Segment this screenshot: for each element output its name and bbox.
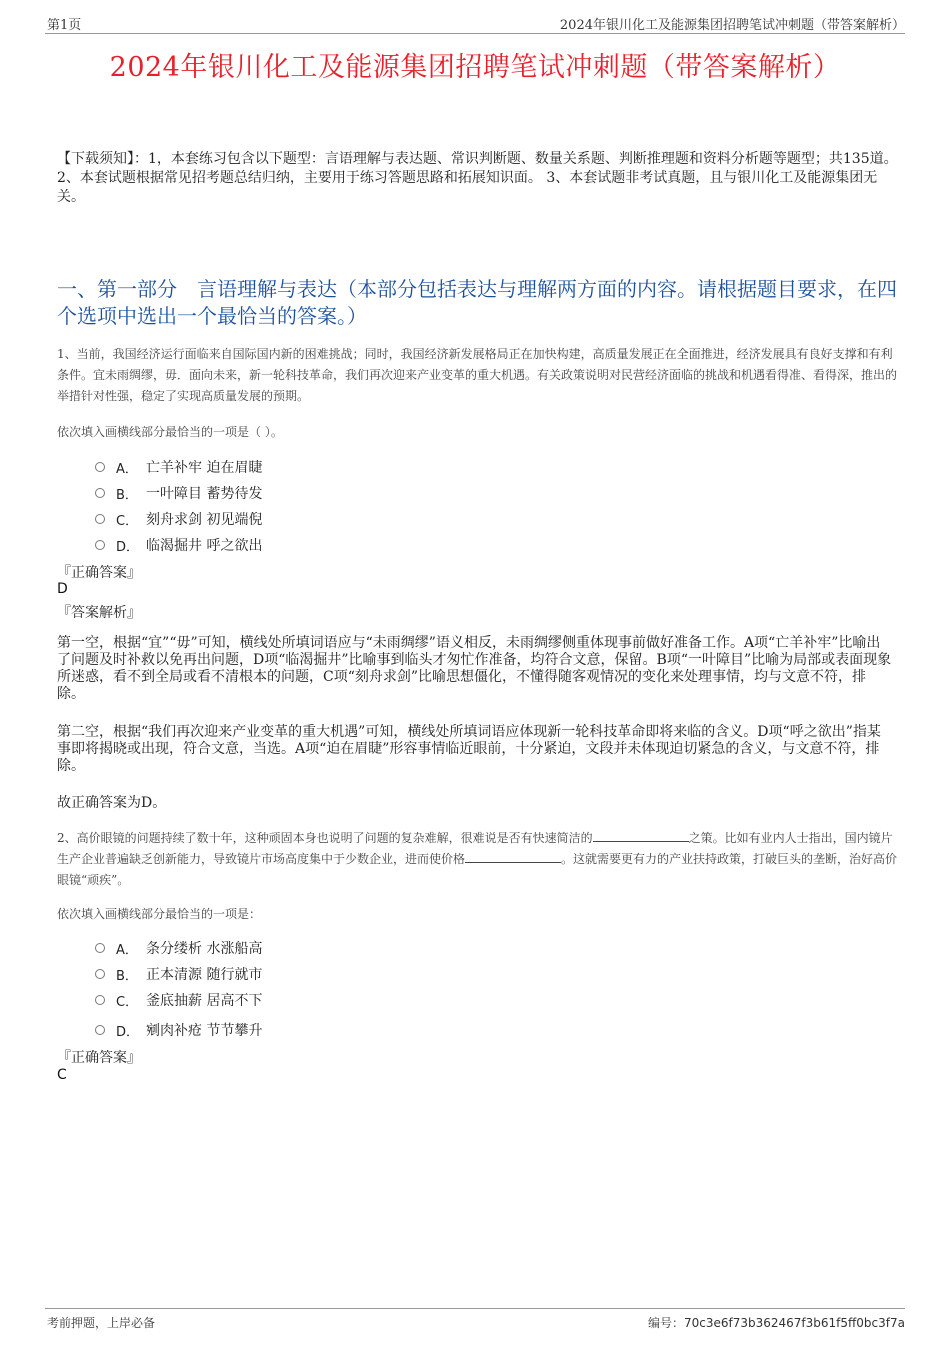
footer-code-value: 70c3e6f73b362467f3b61f5ff0bc3f7a [683,1316,905,1330]
question-1-answer: D [57,581,68,597]
option-letter: B． [116,487,138,503]
footer-code-label: 编号： [647,1316,684,1330]
question-1-analysis-label: 『答案解析』 [57,605,141,621]
stem-part: 之策。比如有业内人士指出，国内镜片生产企业普遍缺乏创新能力，导致镜片市场高度集中于少数企业，进而使价格 [57,831,893,866]
question-1-prompt: 依次填入画横线部分最恰当的一项是（ ）。 [57,425,283,439]
option-text: 刻舟求剑 初见端倪 [146,512,263,528]
option-letter: D． [116,539,140,555]
section-title: 一、第一部分 言语理解与表达（本部分包括表达与理解两方面的内容。请根据题目要求，在四个选项中选出一个最恰当的答案。） [57,277,897,328]
question-2-stem [57,828,899,891]
question-2-option-d[interactable] [95,1020,262,1040]
radio-icon[interactable] [95,995,105,1005]
option-text: 一叶障目 蓄势待发 [146,486,263,502]
option-text: 剜肉补疮 节节攀升 [146,1023,263,1039]
option-letter: C． [116,994,139,1010]
question-1-option-d[interactable] [95,535,262,555]
question-2-answer-label: 『正确答案』 [57,1050,141,1066]
radio-icon[interactable] [95,540,105,550]
question-1-conclusion: 故正确答案为D。 [57,795,167,811]
question-1-analysis-paragraph: 第一空，根据“宜”“毋”可知，横线处所填词语应与“未雨绸缪”语义相反，未雨绸缪侧重体现事前做好准备工作。A项“亡羊补牢”比喻出了问题及时补救以免再出问题，D项“临渴掘井”比喻事到临头才匆忙作准备，均符合文意，保留。B项“一叶障目”比喻为局部或表面现象所迷惑，看不到全局或看不清根本的问题，C项“刻舟求剑”比喻思想僵化，不懂得随客观情况的变化来处理事情，均与文意不符，排除。 [57,635,892,702]
radio-icon[interactable] [95,514,105,524]
question-2-option-b[interactable] [95,964,262,984]
radio-icon[interactable] [95,969,105,979]
question-1-option-b[interactable] [95,483,262,503]
option-letter: A． [116,942,138,958]
download-notice: 【下载须知】：1，本套练习包含以下题型：言语理解与表达题、常识判断题、数量关系题、判断推理题和资料分析题等题型；共135道。 2、本套试题根据常见招考题总结归纳，主要用于练习答题思路和拓展知识面。 3、本套试题非考试真题，且与银川化工及能源集团无关。 [57,151,898,205]
option-letter: C． [116,513,139,529]
option-text: 临渴掘井 呼之欲出 [146,538,263,554]
question-1-option-c[interactable] [95,509,262,529]
radio-icon[interactable] [95,488,105,498]
option-text: 正本清源 随行就市 [146,967,263,983]
question-2-answer: C [57,1067,67,1083]
fill-blank [465,851,561,863]
question-1-answer-label: 『正确答案』 [57,565,141,581]
stem-part: 2、高价眼镜的问题持续了数十年，这种顽固本身也说明了问题的复杂难解，很难说是否有快速简洁的 [57,831,593,845]
question-2-option-c[interactable] [95,990,262,1010]
document-title: 2024年银川化工及能源集团招聘笔试冲刺题（带答案解析） [109,52,841,83]
option-letter: D． [116,1024,140,1040]
option-text: 釜底抽薪 居高不下 [146,993,263,1009]
radio-icon[interactable] [95,1025,105,1035]
footer-divider [45,1308,905,1309]
page-number: 第1页 [47,18,82,33]
question-1-option-a[interactable] [95,457,262,477]
option-letter: A． [116,461,138,477]
footer-slogan: 考前押题，上岸必备 [47,1316,156,1330]
radio-icon[interactable] [95,462,105,472]
option-letter: B． [116,968,138,984]
option-text: 亡羊补牢 迫在眉睫 [146,460,263,476]
radio-icon[interactable] [95,943,105,953]
question-1-stem: 1、当前，我国经济运行面临来自国际国内新的困难挑战；同时，我国经济新发展格局正在加快构建，高质量发展正在全面推进，经济发展具有良好支撑和有利条件。宜未雨绸缪，毋．面向未来，新一轮科技革命，我们再次迎来产业变革的重大机遇。有关政策说明对民营经济面临的挑战和机遇看得准、看得深，推出的举措针对性强，稳定了实现高质量发展的预期。 [57,347,898,403]
footer-code [648,1314,905,1331]
question-2-prompt: 依次填入画横线部分最恰当的一项是： [57,907,262,921]
header-doc-title: 2024年银川化工及能源集团招聘笔试冲刺题（带答案解析） [559,18,905,33]
fill-blank [593,830,689,842]
header-divider [45,33,905,34]
question-1-analysis-paragraph: 第二空，根据“我们再次迎来产业变革的重大机遇”可知，横线处所填词语应体现新一轮科技革命即将来临的含义。D项“呼之欲出”指某事即将揭晓或出现，符合文意，当选。A项“迫在眉睫”形容事情临近眼前，十分紧迫，文段并未体现迫切紧急的含义，与文意不符，排除。 [57,724,881,774]
question-2-option-a[interactable] [95,938,262,958]
stem-part: 。这就需要更有力的产业扶持政策，打破巨头的垄断，治好高价眼镜“顽疾”。 [57,852,898,887]
option-text: 条分缕析 水涨船高 [146,941,263,957]
